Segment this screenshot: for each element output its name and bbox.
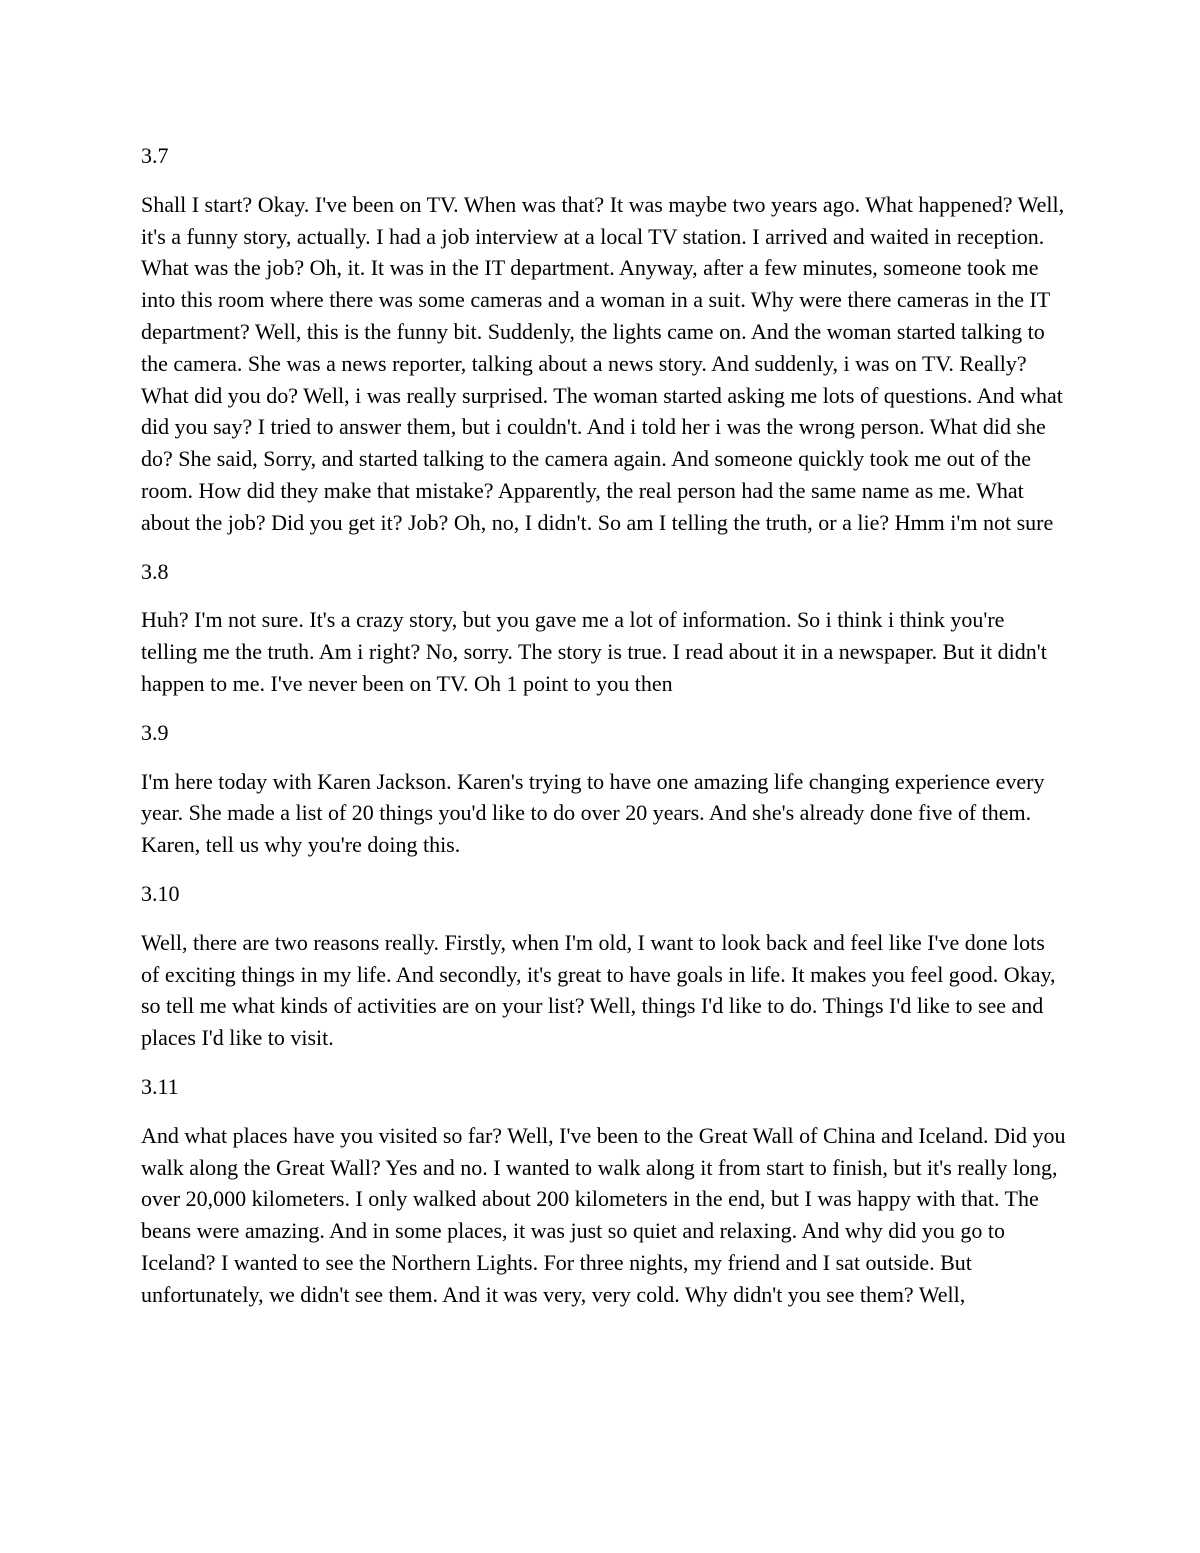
document-page xyxy=(141,140,1066,1328)
section-text-3-8: Huh? I'm not sure. It's a crazy story, but you gave me a lot of information. So i think i think you're telling me the truth. Am i right? No, sorry. The story is true. I read about it in a newspaper. But it didn't happen to me. I've never been on TV. Oh 1 point to you then xyxy=(141,607,1047,696)
section-text-3-7: Shall I start? Okay. I've been on TV. When was that? It was maybe two years ago. What happened? Well, it's a funny story, actually. I had a job interview at a local TV station. I arrived and waited in reception. What was the job? Oh, it. It was in the IT department. Anyway, after a few minutes, someone took me into this room where there was some cameras and a woman in a suit. Why were there cameras in the IT department? Well, this is the funny bit. Suddenly, the lights came on. And the woman started talking to the camera. She was a news reporter, talking about a news story. And suddenly, i was on TV. Really? What did you do? Well, i was really surprised. The woman started asking me lots of questions. And what did you say? I tried to answer them, but i couldn't. And i told her i was the wrong person. What did she do? She said, Sorry, and started talking to the camera again. And someone quickly took me out of the room. How did they make that mistake? Apparently, the real person had the same name as me. What about the job? Did you get it? Job? Oh, no, I didn't. So am I telling the truth, or a lie? Hmm i'm not sure xyxy=(141,191,1065,535)
section-number-3-11: 3.11 xyxy=(141,1073,179,1099)
section-number-3-7: 3.7 xyxy=(141,143,169,168)
section-number-3-8: 3.8 xyxy=(141,558,169,584)
section-text-3-10: Well, there are two reasons really. Firstly, when I'm old, I want to look back and feel like I've done lots of exciting things in my life. And secondly, it's great to have goals in life. It makes you feel good. Okay, so tell me what kinds of activities are on your list? Well, things I'd like to do. Things I'd like to see and places I'd like to visit. xyxy=(141,929,1056,1051)
section-number-3-10: 3.10 xyxy=(141,880,180,906)
section-text-3-9: I'm here today with Karen Jackson. Karen's trying to have one amazing life changing experience every year. She made a list of 20 things you'd like to do over 20 years. And she's already done five of them. Karen, tell us why you're doing this. xyxy=(141,768,1045,858)
section-text-3-11: And what places have you visited so far? Well, I've been to the Great Wall of China and Iceland. Did you walk along the Great Wall? Yes and no. I wanted to walk along it from start to finish, but it's really long, over 20,000 kilometers. I only walked about 200 kilometers in the end, but I was happy with that. The beans were amazing. And in some places, it was just so quiet and relaxing. And why did you go to Iceland? I wanted to see the Northern Lights. For three nights, my friend and I sat outside. But unfortunately, we didn't see them. And it was very, very cold. Why didn't you see them? Well, xyxy=(141,1122,1066,1307)
section-number-3-9: 3.9 xyxy=(141,719,169,745)
